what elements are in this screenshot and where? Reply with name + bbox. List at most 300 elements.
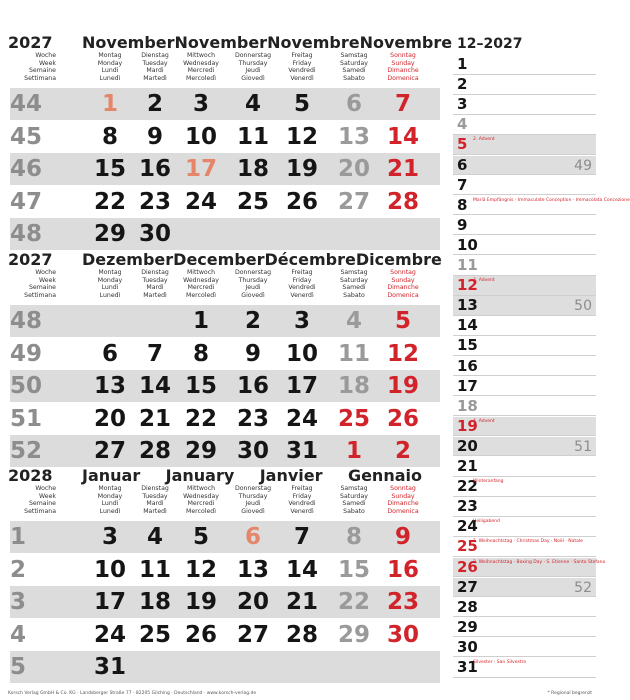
strip-day-row[interactable] xyxy=(453,477,596,497)
weekday-label: Lunedì xyxy=(99,507,121,515)
weekday-label: Mittwoch xyxy=(186,269,216,276)
strip-day-number: 10 xyxy=(457,235,478,254)
strip-day-row[interactable] xyxy=(453,135,596,155)
publisher-footer: Korsch Verlag GmbH & Co. KG · Landsberger Straße 77 · 82205 Gilching · Deutschland · www.korsch-verlag.de xyxy=(8,691,257,696)
week-number: 49 xyxy=(10,340,43,367)
day-cell[interactable]: 13 xyxy=(337,123,370,150)
day-cell[interactable]: 10 xyxy=(184,123,217,150)
weekday-label: Giovedì xyxy=(241,507,265,515)
week-row xyxy=(10,186,440,218)
day-cell[interactable]: 9 xyxy=(394,524,411,550)
weekday-header xyxy=(175,485,227,515)
regional-note: * Regional begrenzt xyxy=(547,691,592,696)
strip-day-number: 13 xyxy=(457,296,478,315)
day-cell[interactable]: 19 xyxy=(386,373,419,399)
weekday-header xyxy=(129,269,181,299)
month-name-it: Novembre xyxy=(359,33,453,52)
weekday-label: Samstag xyxy=(340,485,368,492)
week-row xyxy=(10,338,440,370)
weekday-label: Sunday xyxy=(391,276,415,284)
weekday-header xyxy=(227,269,279,299)
strip-week-number: 50 xyxy=(574,298,592,315)
day-cell[interactable]: 16 xyxy=(236,373,269,399)
weekday-label: Dienstag xyxy=(141,269,169,276)
strip-day-number: 24 xyxy=(457,517,478,536)
day-cell[interactable]: 7 xyxy=(293,524,310,550)
weekday-header xyxy=(175,52,227,82)
weekday-label: Vendredi xyxy=(288,500,316,508)
weekday-label: Montag xyxy=(98,269,122,276)
weekday-header xyxy=(377,52,429,82)
strip-day-number: 4 xyxy=(457,115,468,134)
weekday-label: Mittwoch xyxy=(186,485,216,492)
december-day-strip xyxy=(450,0,630,700)
weekday-header xyxy=(129,52,181,82)
week-row xyxy=(10,121,440,153)
week-column-header xyxy=(0,52,56,82)
strip-day-number: 3 xyxy=(457,95,468,114)
weekday-label: Domenica xyxy=(387,291,419,299)
day-cell[interactable]: 15 xyxy=(337,556,370,583)
day-cell[interactable]: 20 xyxy=(236,589,269,615)
strip-day-number: 21 xyxy=(457,457,478,475)
month-year: 2027 xyxy=(8,250,53,269)
weekday-label: Montag xyxy=(98,52,122,59)
day-cell[interactable]: 2 xyxy=(394,438,411,464)
day-cell[interactable]: 21 xyxy=(285,589,318,615)
weekday-label: Samedi xyxy=(342,500,366,508)
weekday-label: Sonntag xyxy=(390,52,416,59)
day-cell[interactable]: 30 xyxy=(386,621,419,648)
strip-day-number: 6 xyxy=(457,155,468,174)
strip-week-number: 51 xyxy=(574,438,592,455)
weekday-label: Lunedì xyxy=(99,291,121,299)
day-cell[interactable]: 29 xyxy=(184,438,217,464)
weekday-label: Mercoledì xyxy=(186,74,216,82)
day-cell[interactable]: 27 xyxy=(337,188,370,215)
week-number: 46 xyxy=(10,156,43,182)
strip-day-number: 7 xyxy=(457,175,468,194)
weekday-label: Martedì xyxy=(143,74,167,82)
weekday-label: Sonntag xyxy=(390,485,416,492)
day-cell[interactable]: 11 xyxy=(236,123,269,150)
weekday-label: Mittwoch xyxy=(186,52,216,59)
strip-day-number: 2 xyxy=(457,75,468,94)
strip-day-row[interactable] xyxy=(453,296,596,316)
strip-day-number: 31 xyxy=(457,658,478,676)
month-names xyxy=(82,466,422,485)
month-year: 2027 xyxy=(8,33,53,52)
weekday-header xyxy=(276,269,328,299)
strip-day-note: Mariä Empfängnis · Immaculate Conception · Immacolata Concezione xyxy=(473,197,630,203)
week-label: Semaine xyxy=(28,67,56,75)
weekday-label: Vendredi xyxy=(288,284,316,292)
strip-day-row[interactable] xyxy=(453,316,596,336)
week-number: 2 xyxy=(10,556,27,583)
week-number: 48 xyxy=(10,221,43,247)
day-cell[interactable]: 16 xyxy=(138,156,171,182)
weekday-label: Mercredi xyxy=(187,500,215,508)
weekday-label: Donnerstag xyxy=(234,52,272,59)
weekday-label: Saturday xyxy=(340,276,368,284)
day-cell[interactable]: 10 xyxy=(285,340,318,367)
week-row xyxy=(10,218,440,250)
strip-day-row[interactable] xyxy=(453,336,596,356)
day-cell[interactable]: 4 xyxy=(345,308,362,334)
weekday-label: Dienstag xyxy=(141,52,169,59)
strip-day-row[interactable] xyxy=(453,216,596,236)
weekday-label: Domenica xyxy=(387,74,419,82)
day-cell[interactable]: 28 xyxy=(285,621,318,648)
strip-day-row[interactable] xyxy=(453,497,596,517)
weekday-header xyxy=(328,52,380,82)
day-cell[interactable]: 19 xyxy=(184,589,217,615)
weekday-label: Martedì xyxy=(143,291,167,299)
day-cell[interactable]: 20 xyxy=(93,405,126,432)
weekday-label: Wednesday xyxy=(183,492,219,500)
weekday-label: Venerdì xyxy=(290,291,314,299)
month-year: 2028 xyxy=(8,466,53,485)
strip-day-number: 23 xyxy=(457,497,478,516)
strip-day-number: 14 xyxy=(457,316,478,335)
day-cell[interactable]: 8 xyxy=(192,340,209,367)
weekday-label: Dienstag xyxy=(141,485,169,492)
strip-day-number: 15 xyxy=(457,336,478,355)
day-cell[interactable]: 15 xyxy=(93,156,126,182)
day-cell[interactable]: 17 xyxy=(184,156,217,182)
day-cell[interactable]: 6 xyxy=(244,524,261,550)
day-cell[interactable]: 14 xyxy=(386,123,419,150)
day-cell[interactable]: 23 xyxy=(236,405,269,432)
day-cell[interactable]: 3 xyxy=(192,91,209,117)
weekday-label: Mardi xyxy=(146,67,164,75)
strip-day-row[interactable] xyxy=(453,517,596,537)
day-cell[interactable]: 7 xyxy=(146,340,163,367)
week-number: 52 xyxy=(10,438,43,464)
day-cell[interactable]: 21 xyxy=(138,405,171,432)
strip-day-row[interactable] xyxy=(453,598,596,618)
day-cell[interactable]: 18 xyxy=(236,156,269,182)
weekday-label: Domenica xyxy=(387,507,419,515)
week-number: 44 xyxy=(10,91,43,117)
weekday-label: Tuesday xyxy=(142,492,168,500)
weekday-label: Dimanche xyxy=(387,284,419,292)
weekday-label: Monday xyxy=(97,492,123,500)
strip-day-number: 1 xyxy=(457,55,468,73)
day-cell[interactable]: 6 xyxy=(345,91,362,117)
day-cell[interactable]: 29 xyxy=(337,621,370,648)
weekday-label: Jeudi xyxy=(245,67,261,75)
strip-day-number: 26 xyxy=(457,557,478,576)
weekday-label: Montag xyxy=(98,485,122,492)
week-number: 51 xyxy=(10,405,43,432)
day-cell[interactable]: 28 xyxy=(138,438,171,464)
strip-day-note: 2. Advent xyxy=(473,137,495,143)
day-cell[interactable]: 30 xyxy=(138,221,171,247)
day-cell[interactable]: 24 xyxy=(184,188,217,215)
month-name-en: January xyxy=(165,466,235,485)
weekday-label: Freitag xyxy=(291,485,313,492)
strip-day-row[interactable] xyxy=(453,638,596,658)
strip-day-number: 28 xyxy=(457,597,478,616)
weekday-label: Lundi xyxy=(101,500,119,508)
weekday-label: Mardi xyxy=(146,284,164,292)
strip-day-number: 11 xyxy=(457,256,478,274)
day-cell[interactable]: 2 xyxy=(244,308,261,334)
day-cell[interactable]: 30 xyxy=(236,438,269,464)
day-cell[interactable]: 8 xyxy=(345,524,362,550)
day-cell[interactable]: 25 xyxy=(337,405,370,432)
day-cell[interactable]: 31 xyxy=(285,438,318,464)
weekday-label: Saturday xyxy=(340,59,368,67)
day-cell[interactable]: 22 xyxy=(337,589,370,615)
week-label: Week xyxy=(39,276,56,284)
weekday-label: Sunday xyxy=(391,59,415,67)
day-cell[interactable]: 2 xyxy=(146,91,163,117)
day-cell[interactable]: 8 xyxy=(101,123,118,150)
month-name-fr: Décembre xyxy=(264,250,356,269)
day-cell[interactable]: 19 xyxy=(285,156,318,182)
strip-day-number: 16 xyxy=(457,356,478,375)
weekday-header xyxy=(227,485,279,515)
weekday-label: Dimanche xyxy=(387,67,419,75)
week-label: Semaine xyxy=(28,500,56,508)
month-name-en: December xyxy=(173,250,265,269)
strip-day-row[interactable] xyxy=(453,55,596,75)
strip-day-row[interactable] xyxy=(453,417,596,437)
day-cell[interactable]: 5 xyxy=(293,91,310,117)
day-cell[interactable]: 22 xyxy=(184,405,217,432)
day-cell[interactable]: 24 xyxy=(93,621,126,648)
weekday-label: Friday xyxy=(292,492,312,500)
day-cell[interactable]: 9 xyxy=(244,340,261,367)
weekday-label: Tuesday xyxy=(142,276,168,284)
strip-day-number: 18 xyxy=(457,396,478,415)
weekday-label: Dimanche xyxy=(387,500,419,508)
strip-day-number: 30 xyxy=(457,637,478,656)
strip-day-number: 5 xyxy=(457,135,468,154)
strip-day-number: 22 xyxy=(457,477,478,496)
weekday-header xyxy=(227,52,279,82)
strip-day-number: 27 xyxy=(457,577,478,596)
week-label: Week xyxy=(39,59,56,67)
strip-day-row[interactable] xyxy=(453,397,596,417)
weekday-label: Tuesday xyxy=(142,59,168,67)
week-label: Woche xyxy=(35,269,56,276)
month-name-de: Dezember xyxy=(82,250,174,269)
strip-title: 12–2027 xyxy=(457,36,523,52)
week-number: 48 xyxy=(10,308,43,334)
day-cell[interactable]: 25 xyxy=(236,188,269,215)
strip-day-row[interactable] xyxy=(453,618,596,638)
day-cell[interactable]: 12 xyxy=(386,340,419,367)
month-name-en: November xyxy=(174,33,268,52)
month-name-fr: Janvier xyxy=(259,466,323,485)
strip-day-number: 17 xyxy=(457,376,478,395)
month-november xyxy=(0,30,453,247)
weekday-header xyxy=(328,269,380,299)
strip-day-number: 29 xyxy=(457,617,478,636)
week-row xyxy=(10,305,440,337)
day-cell[interactable]: 5 xyxy=(192,524,209,550)
weekday-label: Samstag xyxy=(340,269,368,276)
day-cell[interactable]: 23 xyxy=(138,188,171,215)
week-row xyxy=(10,554,440,586)
strip-day-row[interactable] xyxy=(453,115,596,135)
weekday-label: Jeudi xyxy=(245,284,261,292)
week-number: 50 xyxy=(10,373,43,399)
weekday-label: Samstag xyxy=(340,52,368,59)
weekday-label: Donnerstag xyxy=(234,269,272,276)
week-label: Settimana xyxy=(24,507,56,515)
strip-day-note: Winteranfang xyxy=(473,479,504,485)
strip-day-row[interactable] xyxy=(453,256,596,276)
strip-day-row[interactable] xyxy=(453,578,596,598)
strip-day-row[interactable] xyxy=(453,276,596,296)
week-number: 5 xyxy=(10,654,27,680)
day-cell[interactable]: 17 xyxy=(285,373,318,399)
weekday-header xyxy=(377,269,429,299)
strip-day-row[interactable] xyxy=(453,95,596,115)
weekday-label: Mercoledì xyxy=(186,507,216,515)
day-cell[interactable]: 16 xyxy=(386,556,419,583)
weekday-header xyxy=(276,52,328,82)
day-cell[interactable]: 11 xyxy=(138,556,171,583)
day-cell[interactable]: 4 xyxy=(244,91,261,117)
strip-day-row[interactable] xyxy=(453,557,606,578)
day-cell[interactable]: 12 xyxy=(184,556,217,583)
week-label: Settimana xyxy=(24,291,56,299)
day-cell[interactable]: 26 xyxy=(184,621,217,648)
strip-day-row[interactable] xyxy=(453,437,596,457)
weekday-label: Thursday xyxy=(238,276,268,284)
weekday-label: Samedi xyxy=(342,67,366,75)
day-cell[interactable]: 28 xyxy=(386,188,419,215)
day-cell[interactable]: 11 xyxy=(337,340,370,367)
week-label: Settimana xyxy=(24,74,56,82)
weekday-header xyxy=(129,485,181,515)
day-cell[interactable]: 9 xyxy=(146,123,163,150)
day-cell[interactable]: 22 xyxy=(93,188,126,215)
strip-day-row[interactable] xyxy=(453,537,596,557)
strip-day-number: 8 xyxy=(457,195,468,214)
weekday-label: Venerdì xyxy=(290,507,314,515)
day-cell[interactable]: 20 xyxy=(337,156,370,182)
strip-day-row[interactable] xyxy=(453,156,596,176)
weekday-label: Sabato xyxy=(343,507,365,515)
month-name-fr: Novembre xyxy=(267,33,360,52)
weekday-label: Wednesday xyxy=(183,59,219,67)
day-cell[interactable]: 27 xyxy=(236,621,269,648)
day-cell[interactable]: 10 xyxy=(93,556,126,583)
strip-day-row[interactable] xyxy=(453,75,596,95)
day-cell[interactable]: 23 xyxy=(386,589,419,615)
strip-day-number: 12 xyxy=(457,276,478,295)
day-cell[interactable]: 3 xyxy=(101,524,118,550)
weekday-label: Sunday xyxy=(391,492,415,500)
weekday-label: Thursday xyxy=(238,492,268,500)
weekday-label: Jeudi xyxy=(245,500,261,508)
strip-week-number: 52 xyxy=(574,579,592,596)
day-cell[interactable]: 1 xyxy=(101,91,118,117)
weekday-header xyxy=(276,485,328,515)
day-cell[interactable]: 15 xyxy=(184,373,217,399)
week-row xyxy=(10,88,440,120)
week-number: 1 xyxy=(10,524,27,550)
strip-day-note: Heiligabend xyxy=(473,519,500,525)
weekday-label: Friday xyxy=(292,276,312,284)
day-cell[interactable]: 13 xyxy=(236,556,269,583)
weekday-label: Martedì xyxy=(143,507,167,515)
weekday-label: Lundi xyxy=(101,284,119,292)
day-cell[interactable]: 25 xyxy=(138,621,171,648)
day-cell[interactable]: 21 xyxy=(386,156,419,182)
day-cell[interactable]: 1 xyxy=(345,438,362,464)
week-label: Semaine xyxy=(28,284,56,292)
day-cell[interactable]: 6 xyxy=(101,340,118,367)
weekday-label: Mercoledì xyxy=(186,291,216,299)
strip-day-row[interactable] xyxy=(453,457,596,477)
weekday-label: Mardi xyxy=(146,500,164,508)
strip-day-row[interactable] xyxy=(453,195,630,216)
weekday-label: Vendredi xyxy=(288,67,316,75)
week-row xyxy=(10,619,440,651)
strip-day-row[interactable] xyxy=(453,357,596,377)
weekday-label: Freitag xyxy=(291,269,313,276)
day-cell[interactable]: 7 xyxy=(394,91,411,117)
weekday-label: Giovedì xyxy=(241,291,265,299)
day-cell[interactable]: 13 xyxy=(93,373,126,399)
weekday-label: Venerdì xyxy=(290,74,314,82)
week-column-header xyxy=(0,269,56,299)
strip-day-row[interactable] xyxy=(453,236,596,256)
week-label: Week xyxy=(39,492,56,500)
day-cell[interactable]: 17 xyxy=(93,589,126,615)
strip-day-number: 9 xyxy=(457,215,468,234)
day-cell[interactable]: 26 xyxy=(386,405,419,432)
day-cell[interactable]: 14 xyxy=(138,373,171,399)
day-cell[interactable]: 18 xyxy=(138,589,171,615)
day-cell[interactable]: 4 xyxy=(146,524,163,550)
strip-day-row[interactable] xyxy=(453,377,596,397)
day-cell[interactable]: 27 xyxy=(93,438,126,464)
weekday-label: Wednesday xyxy=(183,276,219,284)
strip-day-row[interactable] xyxy=(453,176,596,196)
day-cell[interactable]: 29 xyxy=(93,221,126,247)
strip-day-number: 20 xyxy=(457,436,478,455)
day-cell[interactable]: 18 xyxy=(337,373,370,399)
weekday-header xyxy=(328,485,380,515)
day-cell[interactable]: 31 xyxy=(93,654,126,680)
day-cell[interactable]: 14 xyxy=(285,556,318,583)
week-label: Woche xyxy=(35,52,56,59)
day-cell[interactable]: 3 xyxy=(293,308,310,334)
month-january xyxy=(0,463,445,680)
day-cell[interactable]: 24 xyxy=(285,405,318,432)
week-row xyxy=(10,403,440,435)
weekday-header xyxy=(377,485,429,515)
strip-week-number: 49 xyxy=(574,157,592,174)
weekday-label: Mercredi xyxy=(187,67,215,75)
day-cell[interactable]: 1 xyxy=(192,308,209,334)
weekday-label: Monday xyxy=(97,276,123,284)
strip-day-row[interactable] xyxy=(453,658,596,678)
day-cell[interactable]: 5 xyxy=(394,308,411,334)
day-cell[interactable]: 12 xyxy=(285,123,318,150)
day-cell[interactable]: 26 xyxy=(285,188,318,215)
strip-day-number: 25 xyxy=(457,537,478,556)
month-name-de: Januar xyxy=(82,466,141,485)
